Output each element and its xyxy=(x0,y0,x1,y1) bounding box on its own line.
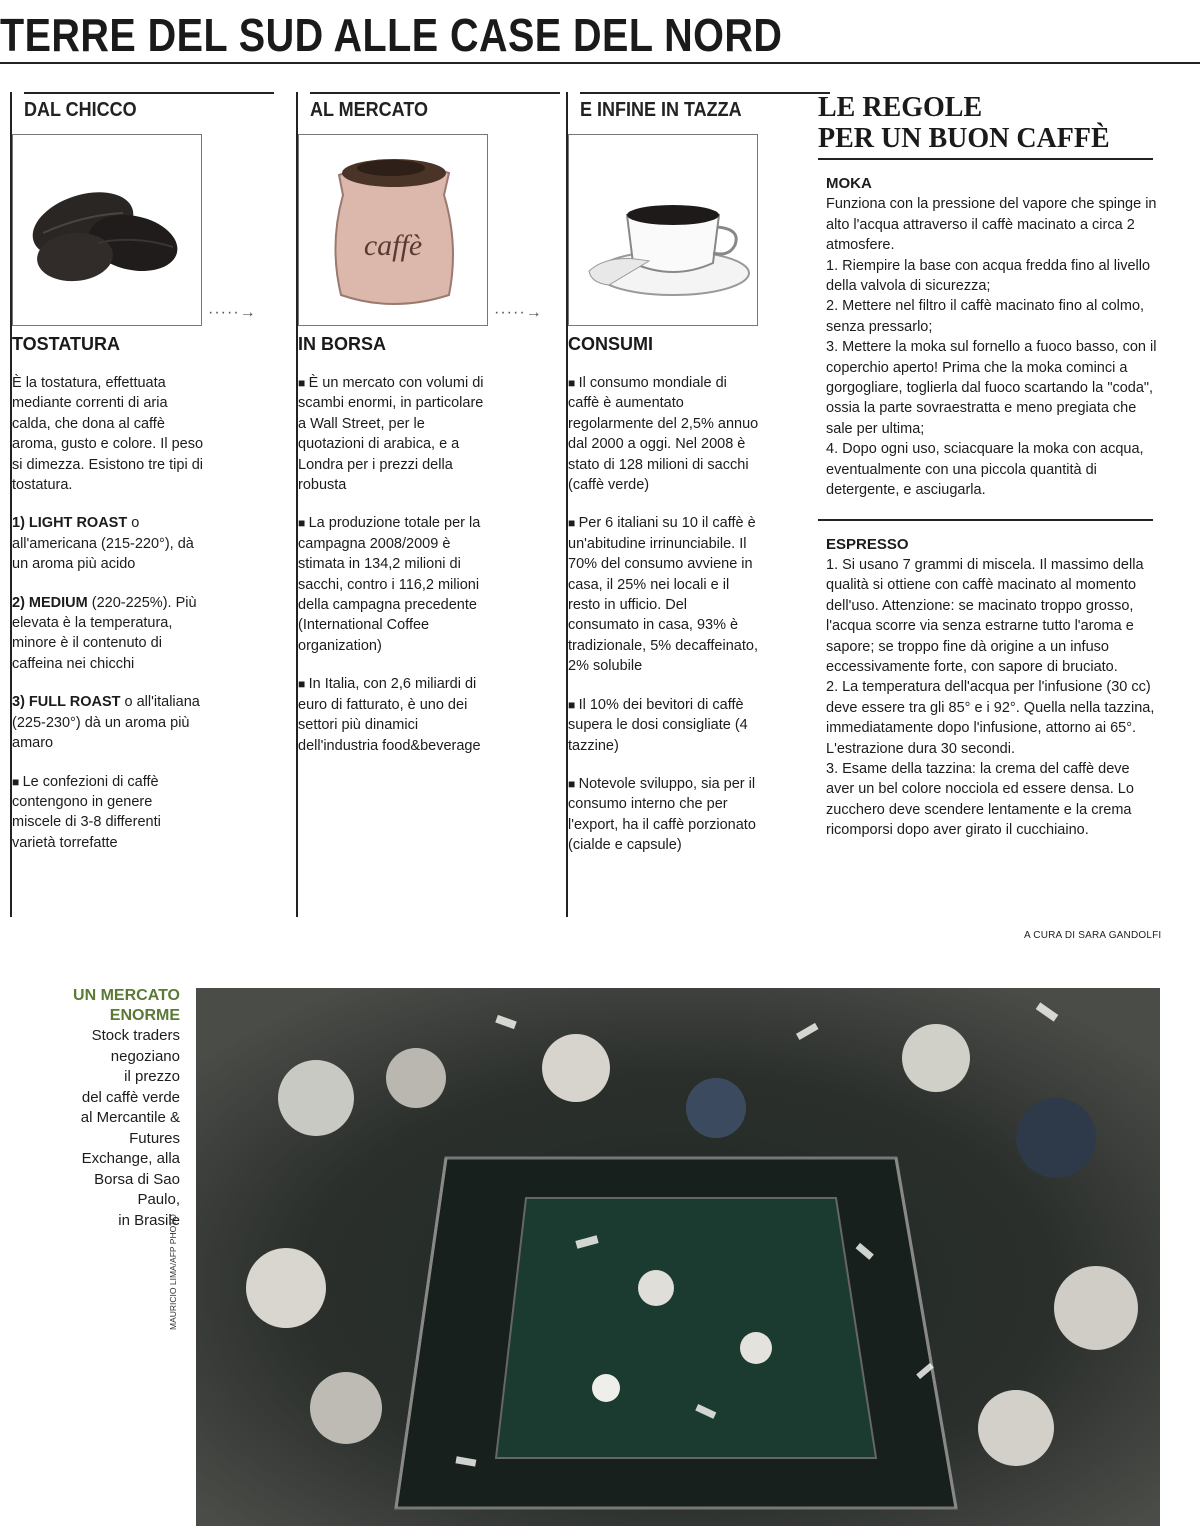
paragraph: È la tostatura, effettuata mediante correnti di aria calda, che dona al caffè aroma, gusto e colore. Il peso si dimezza. Esistono tre tipi di tostatura. xyxy=(12,375,204,494)
column-title: AL MERCATO xyxy=(310,99,429,121)
divider xyxy=(818,519,1153,521)
column-title: DAL CHICCO xyxy=(24,99,137,121)
bullet-paragraph: ■ In Italia, con 2,6 miliardi di euro di fatturato, è uno dei settori più dinamici dell'industria food&beverage xyxy=(298,674,490,756)
moka-line: 2. Mettere nel filtro il caffè macinato fino al colmo, senza pressarlo; xyxy=(826,298,1145,335)
column-body xyxy=(568,373,760,874)
column-subtitle: CONSUMI xyxy=(568,334,653,354)
top-rule xyxy=(0,62,1200,64)
column-in-tazza xyxy=(566,92,766,917)
moka-line: 1. Riempire la base con acqua fredda fino al livello della valvola di sicurezza; xyxy=(826,257,1151,295)
coffee-sack-icon xyxy=(299,135,487,325)
bullet-paragraph: ■ La produzione totale per la campagna 2008/2009 è stimata in 134,2 milioni di sacchi, contro i 116,2 milioni della campagna precedente (International Coffee organization) xyxy=(298,513,490,656)
coffee-cup-icon xyxy=(569,135,757,325)
bullet-paragraph: ■ Per 6 italiani su 10 il caffè è un'abitudine irrinunciabile. Il 70% del consumo avviene in casa, il 25% nei locali e il resto in ufficio. Del consumato in casa, 93% è tradizionale, 5% decaffeinato, 2% solubile xyxy=(568,513,760,676)
bullet-paragraph: ■ Notevole sviluppo, sia per il consumo interno che per l'export, ha il caffè porzionato (cialde e capsule) xyxy=(568,774,760,856)
trading-floor-image xyxy=(196,988,1160,1526)
moka-section xyxy=(826,174,1158,501)
bullet-paragraph: ■ Il consumo mondiale di caffè è aumentato regolarmente del 2,5% annuo dal 2000 a oggi. Nel 2008 è stato di 128 milioni di sacchi (caffè verde) xyxy=(568,373,760,495)
column-body xyxy=(298,373,490,774)
espresso-line: 2. La temperatura dell'acqua per l'infusione (30 cc) deve essere tra gli 85° e i 92°. Quella nella tazzina, immediatamente dopo l'infusione, attorno ai 65°. L'estrazione dura 30 secondi. xyxy=(826,679,1155,757)
bullet-paragraph: ■ Le confezioni di caffè contengono in genere miscele di 3-8 differenti varietà torrefatte xyxy=(12,772,204,854)
coffee-beans-icon xyxy=(13,135,201,325)
caption-title: UN MERCATO xyxy=(73,987,180,1004)
arrow-icon: ·····→ xyxy=(494,304,543,321)
coffee-cup-illustration xyxy=(568,134,758,326)
coffee-beans-illustration xyxy=(12,134,202,326)
photo-caption xyxy=(40,986,180,1231)
bullet-paragraph: ■ Il 10% dei bevitori di caffè supera le dosi consigliate (4 tazzine) xyxy=(568,695,760,756)
column-header xyxy=(310,92,560,130)
column-header xyxy=(24,92,274,130)
sack-label: caffè xyxy=(363,229,423,262)
trading-floor-photo xyxy=(196,988,1160,1526)
espresso-section xyxy=(826,535,1158,841)
column-title: E INFINE IN TAZZA xyxy=(580,99,742,121)
column-dal-chicco xyxy=(10,92,257,917)
moka-line: 4. Dopo ogni uso, sciacquare la moka con acqua, eventualmente con una piccola quantità di detergente, e asciugarla. xyxy=(826,441,1144,499)
column-subtitle: IN BORSA xyxy=(298,334,387,354)
arrow-icon: ·····→ xyxy=(208,304,257,321)
photo-credit: MAURICIO LIMA/AFP PHOTO xyxy=(168,1214,178,1330)
paragraph: 2) MEDIUM (220-225%). Più elevata è la temperatura, minore è il contenuto di caffeina nei chicchi xyxy=(12,594,197,672)
espresso-line: 3. Esame della tazzina: la crema del caffè deve aver un bel colore nocciola ed essere densa. Lo zucchero deve scendere lentamente e la crema ricomporsi dopo aver girato il cucchiaino. xyxy=(826,760,1134,839)
caption-body: Stock traders negoziano il prezzo del caffè verde al Mercantile & Futures Exchange, alla Borsa di Sao Paulo, in Brasile xyxy=(80,1027,180,1229)
column-al-mercato xyxy=(296,92,543,917)
espresso-line: 1. Si usano 7 grammi di miscela. Il massimo della qualità si ottiene con caffè macinato al momento dell'uso. Attenzione: se macinato troppo grosso, l'acqua scorre via senza estrarne tutto l'aroma e sapore; se troppo fine dà origine a un infuso eccessivamente forte, con sapore di bruciato. xyxy=(826,556,1144,675)
paragraph: 1) LIGHT ROAST o all'americana (215-220°), dà un aroma più acido xyxy=(12,515,194,573)
moka-line: 3. Mettere la moka sul fornello a fuoco basso, con il coperchio aperto! Prima che la moka cominci a gorgogliare, toglierla dal fuoco scartando la "coda", ossia la parte sovraestratta e meno pregiata che sale per ultima; xyxy=(826,339,1157,437)
column-subtitle: TOSTATURA xyxy=(12,334,120,354)
paragraph: 3) FULL ROAST o all'italiana (225-230°) dà un aroma più amaro xyxy=(12,694,200,752)
moka-line: Funziona con la pressione del vapore che spinge in alto l'acqua attraverso il caffè macinato a circa 2 atmosfere. xyxy=(826,196,1157,254)
headline: TERRE DEL SUD ALLE CASE DEL NORD xyxy=(0,9,783,61)
bullet-paragraph: ■ È un mercato con volumi di scambi enormi, in particolare a Wall Street, per le quotazioni di arabica, e a Londra per i prezzi della robusta xyxy=(298,373,490,495)
rules-sidebar xyxy=(818,92,1158,841)
espresso-title: ESPRESSO xyxy=(826,535,909,553)
coffee-sack-illustration xyxy=(298,134,488,326)
rules-title: LE REGOLE PER UN BUON CAFFÈ xyxy=(818,92,1153,160)
author-credit: A CURA DI SARA GANDOLFI xyxy=(1024,930,1162,941)
column-header xyxy=(580,92,830,130)
caption-title: ENORME xyxy=(109,1007,180,1024)
moka-title: MOKA xyxy=(826,175,872,192)
column-body xyxy=(12,373,204,871)
